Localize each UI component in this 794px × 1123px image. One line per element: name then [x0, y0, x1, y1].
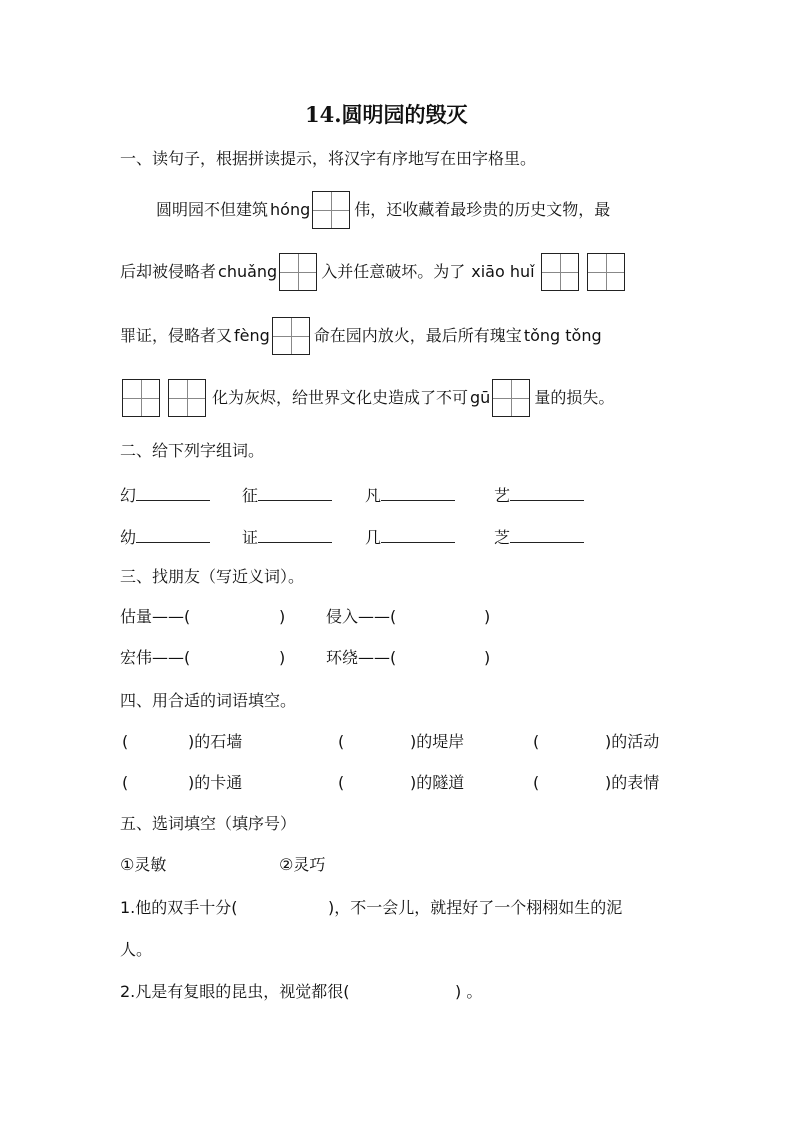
tian-box-hong[interactable] — [312, 191, 350, 229]
tian-box-feng[interactable] — [272, 317, 310, 355]
answer-blank[interactable] — [381, 482, 455, 501]
tian-box-tong2[interactable] — [168, 379, 206, 417]
synonym-item — [326, 647, 396, 669]
pinyin-chuang: chuǎng — [218, 262, 278, 281]
question-1-end: 人。 — [120, 940, 153, 959]
question-1-start: 1.他的双手十分( — [120, 898, 238, 917]
answer-blank[interactable] — [258, 524, 332, 543]
tian-box-xiao[interactable] — [541, 253, 579, 291]
answer-blank[interactable] — [510, 524, 584, 543]
text: 伟，还收藏着最珍贵的历史文物，最 — [354, 200, 611, 219]
char: 证 — [242, 528, 259, 547]
synonym-word: 环绕——( — [326, 648, 397, 667]
synonym-word: 侵入——( — [326, 607, 397, 626]
char: 幼 — [120, 528, 137, 547]
text: 量的损失。 — [534, 388, 615, 407]
tian-box-tong1[interactable] — [122, 379, 160, 417]
text: 罪证，侵略者又 — [120, 326, 233, 345]
paren-close: ) — [484, 648, 491, 667]
section1-line1 — [156, 190, 610, 230]
synonym-word: 估量——( — [120, 607, 191, 626]
char: 凡 — [365, 486, 382, 505]
word-item — [242, 482, 332, 507]
text: 命在园内放火，最后所有瑰宝 — [313, 326, 522, 345]
word-item — [494, 524, 584, 549]
question-2-start: 2.凡是有复眼的昆虫，视觉都很( — [120, 982, 350, 1001]
paren-open: ( — [122, 773, 129, 792]
paren-open: ( — [338, 732, 345, 751]
answer-blank[interactable] — [136, 524, 210, 543]
pinyin-feng: fèng — [234, 326, 270, 345]
section5-heading: 五、选词填空（填序号） — [120, 814, 297, 833]
word-item — [365, 524, 455, 549]
text: 入并任意破坏。为了 — [321, 262, 466, 281]
word-item — [494, 482, 584, 507]
word-item — [365, 482, 455, 507]
synonym-item — [326, 606, 396, 628]
word-item — [120, 482, 210, 507]
char: 征 — [242, 486, 259, 505]
fill-item: )的堤岸 — [410, 732, 465, 751]
text: 圆明园不但建筑 — [156, 200, 269, 219]
paren-close: ) — [279, 607, 286, 626]
paren-open: ( — [533, 773, 540, 792]
answer-blank[interactable] — [510, 482, 584, 501]
char: 芝 — [494, 528, 511, 547]
fill-item: )的石墙 — [188, 732, 243, 751]
synonym-item — [120, 647, 190, 669]
char: 几 — [365, 528, 382, 547]
paren-open: ( — [533, 732, 540, 751]
answer-blank[interactable] — [136, 482, 210, 501]
tian-box-chuang[interactable] — [279, 253, 317, 291]
question-1-rest: )，不一会儿，就捏好了一个栩栩如生的泥 — [328, 898, 623, 917]
section1-line3 — [120, 316, 602, 356]
fill-item: )的活动 — [605, 732, 660, 751]
section1-line2 — [120, 252, 625, 292]
tian-box-gu[interactable] — [492, 379, 530, 417]
word-item — [242, 524, 332, 549]
fill-item: )的隧道 — [410, 773, 465, 792]
paren-open: ( — [122, 732, 129, 751]
page-title: 14.圆明园的毁灭 — [305, 102, 468, 127]
tian-box-hui[interactable] — [587, 253, 625, 291]
synonym-item — [120, 606, 190, 628]
option-2: ②灵巧 — [279, 855, 326, 874]
fill-item: )的卡通 — [188, 773, 243, 792]
synonym-word: 宏伟——( — [120, 648, 191, 667]
fill-item: )的表情 — [605, 773, 660, 792]
answer-blank[interactable] — [258, 482, 332, 501]
pinyin-xiaohui: xiāo huǐ — [471, 262, 535, 281]
paren-close: ) — [279, 648, 286, 667]
word-item — [120, 524, 210, 549]
text: 化为灰烬，给世界文化史造成了不可 — [212, 388, 469, 407]
section4-heading: 四、用合适的词语填空。 — [120, 691, 297, 710]
section2-heading: 二、给下列字组词。 — [120, 441, 265, 460]
char: 幻 — [120, 486, 137, 505]
text: 后却被侵略者 — [120, 262, 217, 281]
question-2-end: ) 。 — [455, 982, 483, 1001]
paren-close: ) — [484, 607, 491, 626]
pinyin-gu: gū — [470, 388, 491, 407]
section3-heading: 三、找朋友（写近义词）。 — [120, 567, 305, 586]
section1-heading: 一、读句子，根据拼读提示，将汉字有序地写在田字格里。 — [120, 149, 537, 168]
option-1: ①灵敏 — [120, 855, 167, 874]
pinyin-hong: hóng — [270, 200, 311, 219]
char: 艺 — [494, 486, 511, 505]
paren-open: ( — [338, 773, 345, 792]
section1-line4 — [122, 378, 614, 418]
answer-blank[interactable] — [381, 524, 455, 543]
pinyin-tongtong: tǒng tǒng — [523, 326, 602, 345]
